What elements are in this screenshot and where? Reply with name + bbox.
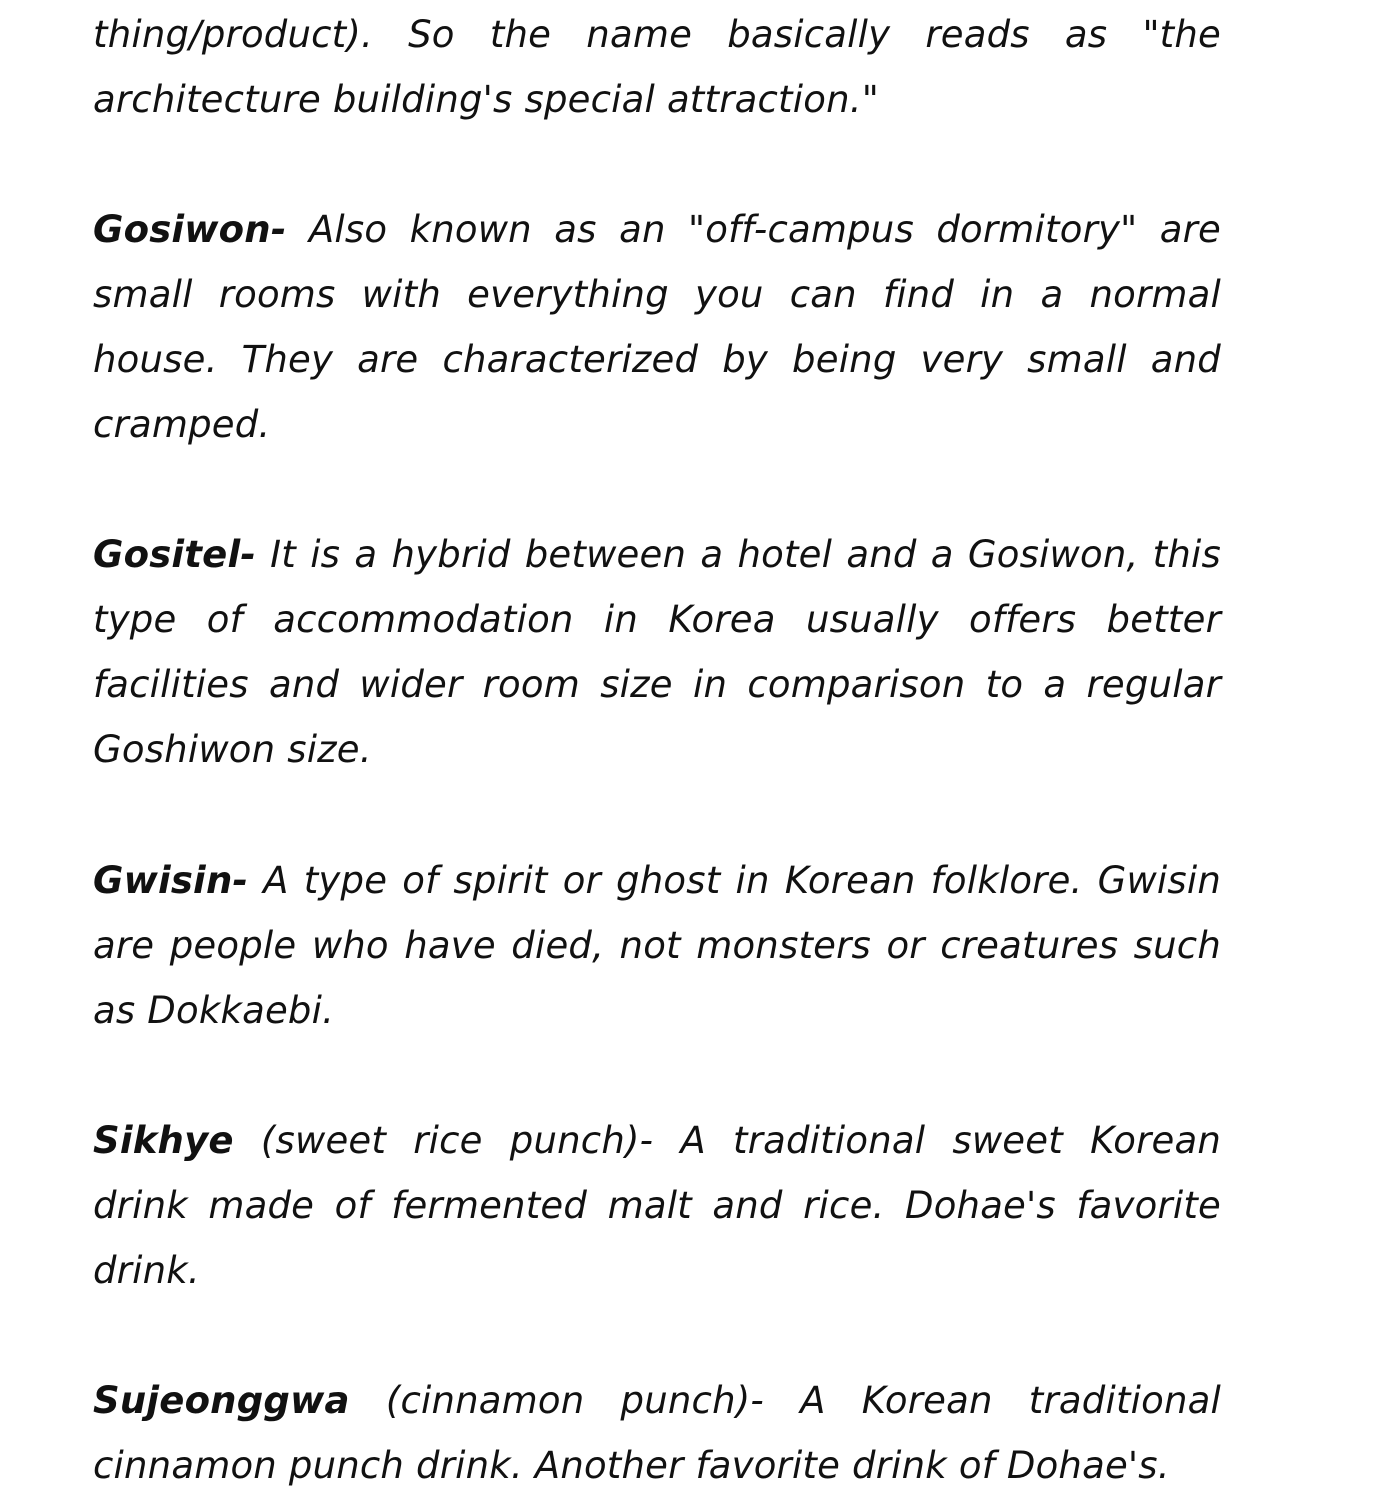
glossary-entry-sujeonggwa (93, 1368, 1221, 1498)
glossary-term: Gosiwon- (93, 208, 287, 251)
glossary-term: Gwisin- (93, 859, 249, 902)
glossary-definition: Also known as an "off-campus dormitory" are small rooms with everything you can find in a normal house. They are characterized by being very small and cramped. (93, 208, 1221, 446)
glossary-definition: It is a hybrid between a hotel and a Gosiwon, this type of accommodation in Korea usually offers better facilities and wider room size in comparison to a regular Goshiwon size. (93, 533, 1221, 771)
glossary-term: Gositel- (93, 533, 256, 576)
continuation-paragraph (93, 2, 1221, 132)
glossary-definition: (sweet rice punch)- A traditional sweet Korean drink made of fermented malt and rice. Dohae's favorite drink. (93, 1119, 1221, 1292)
glossary-entry-gosiwon (93, 197, 1221, 457)
glossary-term: Sikhye (93, 1119, 234, 1162)
glossary-term: Sujeonggwa (93, 1379, 350, 1422)
glossary-definition: A type of spirit or ghost in Korean folklore. Gwisin are people who have died, not monsters or creatures such as Dokkaebi. (93, 859, 1221, 1032)
glossary-definition: (cinnamon punch)- A Korean traditional cinnamon punch drink. Another favorite drink of Dohae's. (93, 1379, 1221, 1487)
glossary-entry-sikhye (93, 1108, 1221, 1303)
continuation-text: thing/product). So the name basically reads as "the architecture building's special attraction." (93, 13, 1221, 121)
glossary-entry-gositel (93, 522, 1221, 782)
glossary-entry-gwisin (93, 848, 1221, 1043)
